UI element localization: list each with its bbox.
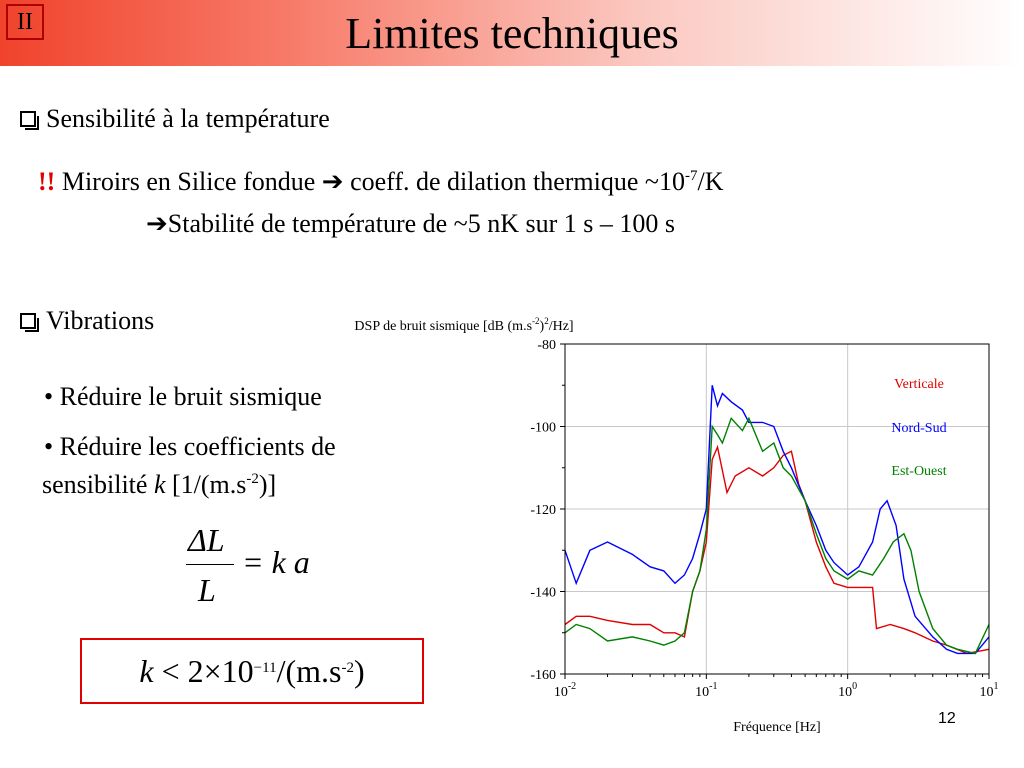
temperature-heading-text: Sensibilité à la température bbox=[46, 104, 330, 133]
coeff-text: coeff. de dilation thermique ~10 bbox=[350, 167, 685, 196]
unit-exponent: -2 bbox=[246, 471, 259, 487]
k-limit-unit: /(m.s bbox=[276, 653, 342, 689]
list-item-text: Réduire les coefficients de bbox=[59, 432, 336, 461]
vibrations-heading bbox=[20, 306, 154, 336]
y-axis-label: DSP de bruit sismique [dB $(m.s^{-2})^2/Hz$] bbox=[354, 316, 574, 334]
formula-rhs: = k a bbox=[242, 544, 310, 580]
legend-entry: Est-Ouest bbox=[891, 464, 947, 479]
x-tick-label: $10^{-2}$ bbox=[553, 681, 577, 700]
formula-denominator: L bbox=[198, 572, 216, 608]
k-limit-unit-exponent: -2 bbox=[341, 660, 354, 676]
bullet-dot-icon: • bbox=[44, 382, 54, 411]
temperature-heading bbox=[20, 104, 330, 134]
x-tick-label: $10^0$ bbox=[838, 681, 858, 700]
checkbox-bullet-icon bbox=[20, 111, 36, 127]
fraction-bar bbox=[186, 564, 234, 565]
x-axis-label: Fréquence [Hz] bbox=[733, 720, 821, 735]
unit-text: [1/(m.s bbox=[171, 470, 247, 499]
k-symbol: k bbox=[139, 653, 154, 689]
page-number: 12 bbox=[938, 710, 956, 727]
list-item-continuation bbox=[42, 468, 276, 502]
list-item bbox=[44, 430, 336, 464]
stability-text: Stabilité de température de ~5 nK sur 1 s – 100 s bbox=[167, 209, 676, 238]
mirror-text: Miroirs en Silice fondue bbox=[61, 167, 316, 196]
x-tick-label: $10^1$ bbox=[979, 681, 999, 700]
k-limit-box bbox=[80, 638, 424, 704]
sensitivity-text: sensibilité bbox=[42, 470, 148, 499]
coeff-exponent: -7 bbox=[684, 168, 698, 184]
bullet-dot-icon: • bbox=[44, 432, 54, 461]
list-item bbox=[44, 380, 322, 414]
checkbox-bullet-icon bbox=[20, 313, 36, 329]
y-tick-label: -120 bbox=[530, 503, 556, 518]
formula-numerator: ΔL bbox=[188, 522, 225, 558]
k-symbol: k bbox=[153, 470, 166, 499]
list-item-text: Réduire le bruit sismique bbox=[59, 382, 322, 411]
arrow-right-icon: ➔ bbox=[146, 209, 168, 238]
series-line-est-ouest bbox=[565, 418, 989, 653]
chart-ticks bbox=[530, 338, 998, 700]
seismic-noise-chart bbox=[354, 316, 1024, 750]
k-limit-exponent: −11 bbox=[253, 660, 277, 676]
chart-legend bbox=[891, 377, 946, 479]
y-tick-label: -80 bbox=[537, 338, 556, 353]
k-limit-close: ) bbox=[353, 653, 365, 689]
x-tick-label: $10^{-1}$ bbox=[695, 681, 718, 700]
arrow-right-icon: ➔ bbox=[321, 167, 344, 196]
section-number: II bbox=[17, 9, 33, 35]
legend-entry: Verticale bbox=[894, 377, 944, 392]
unit-close: )] bbox=[258, 470, 277, 499]
y-tick-label: -140 bbox=[530, 585, 556, 601]
stability-line bbox=[146, 208, 675, 240]
coeff-unit: /K bbox=[697, 167, 724, 196]
mirror-line bbox=[38, 166, 723, 198]
k-limit-text: < 2×10 bbox=[161, 653, 254, 689]
vibrations-heading-text: Vibrations bbox=[46, 306, 155, 335]
legend-entry: Nord-Sud bbox=[891, 421, 947, 436]
y-tick-label: -100 bbox=[530, 420, 556, 436]
y-tick-label: -160 bbox=[530, 668, 556, 683]
warning-mark: !! bbox=[38, 167, 56, 196]
page-title: Limites techniques bbox=[345, 9, 679, 58]
